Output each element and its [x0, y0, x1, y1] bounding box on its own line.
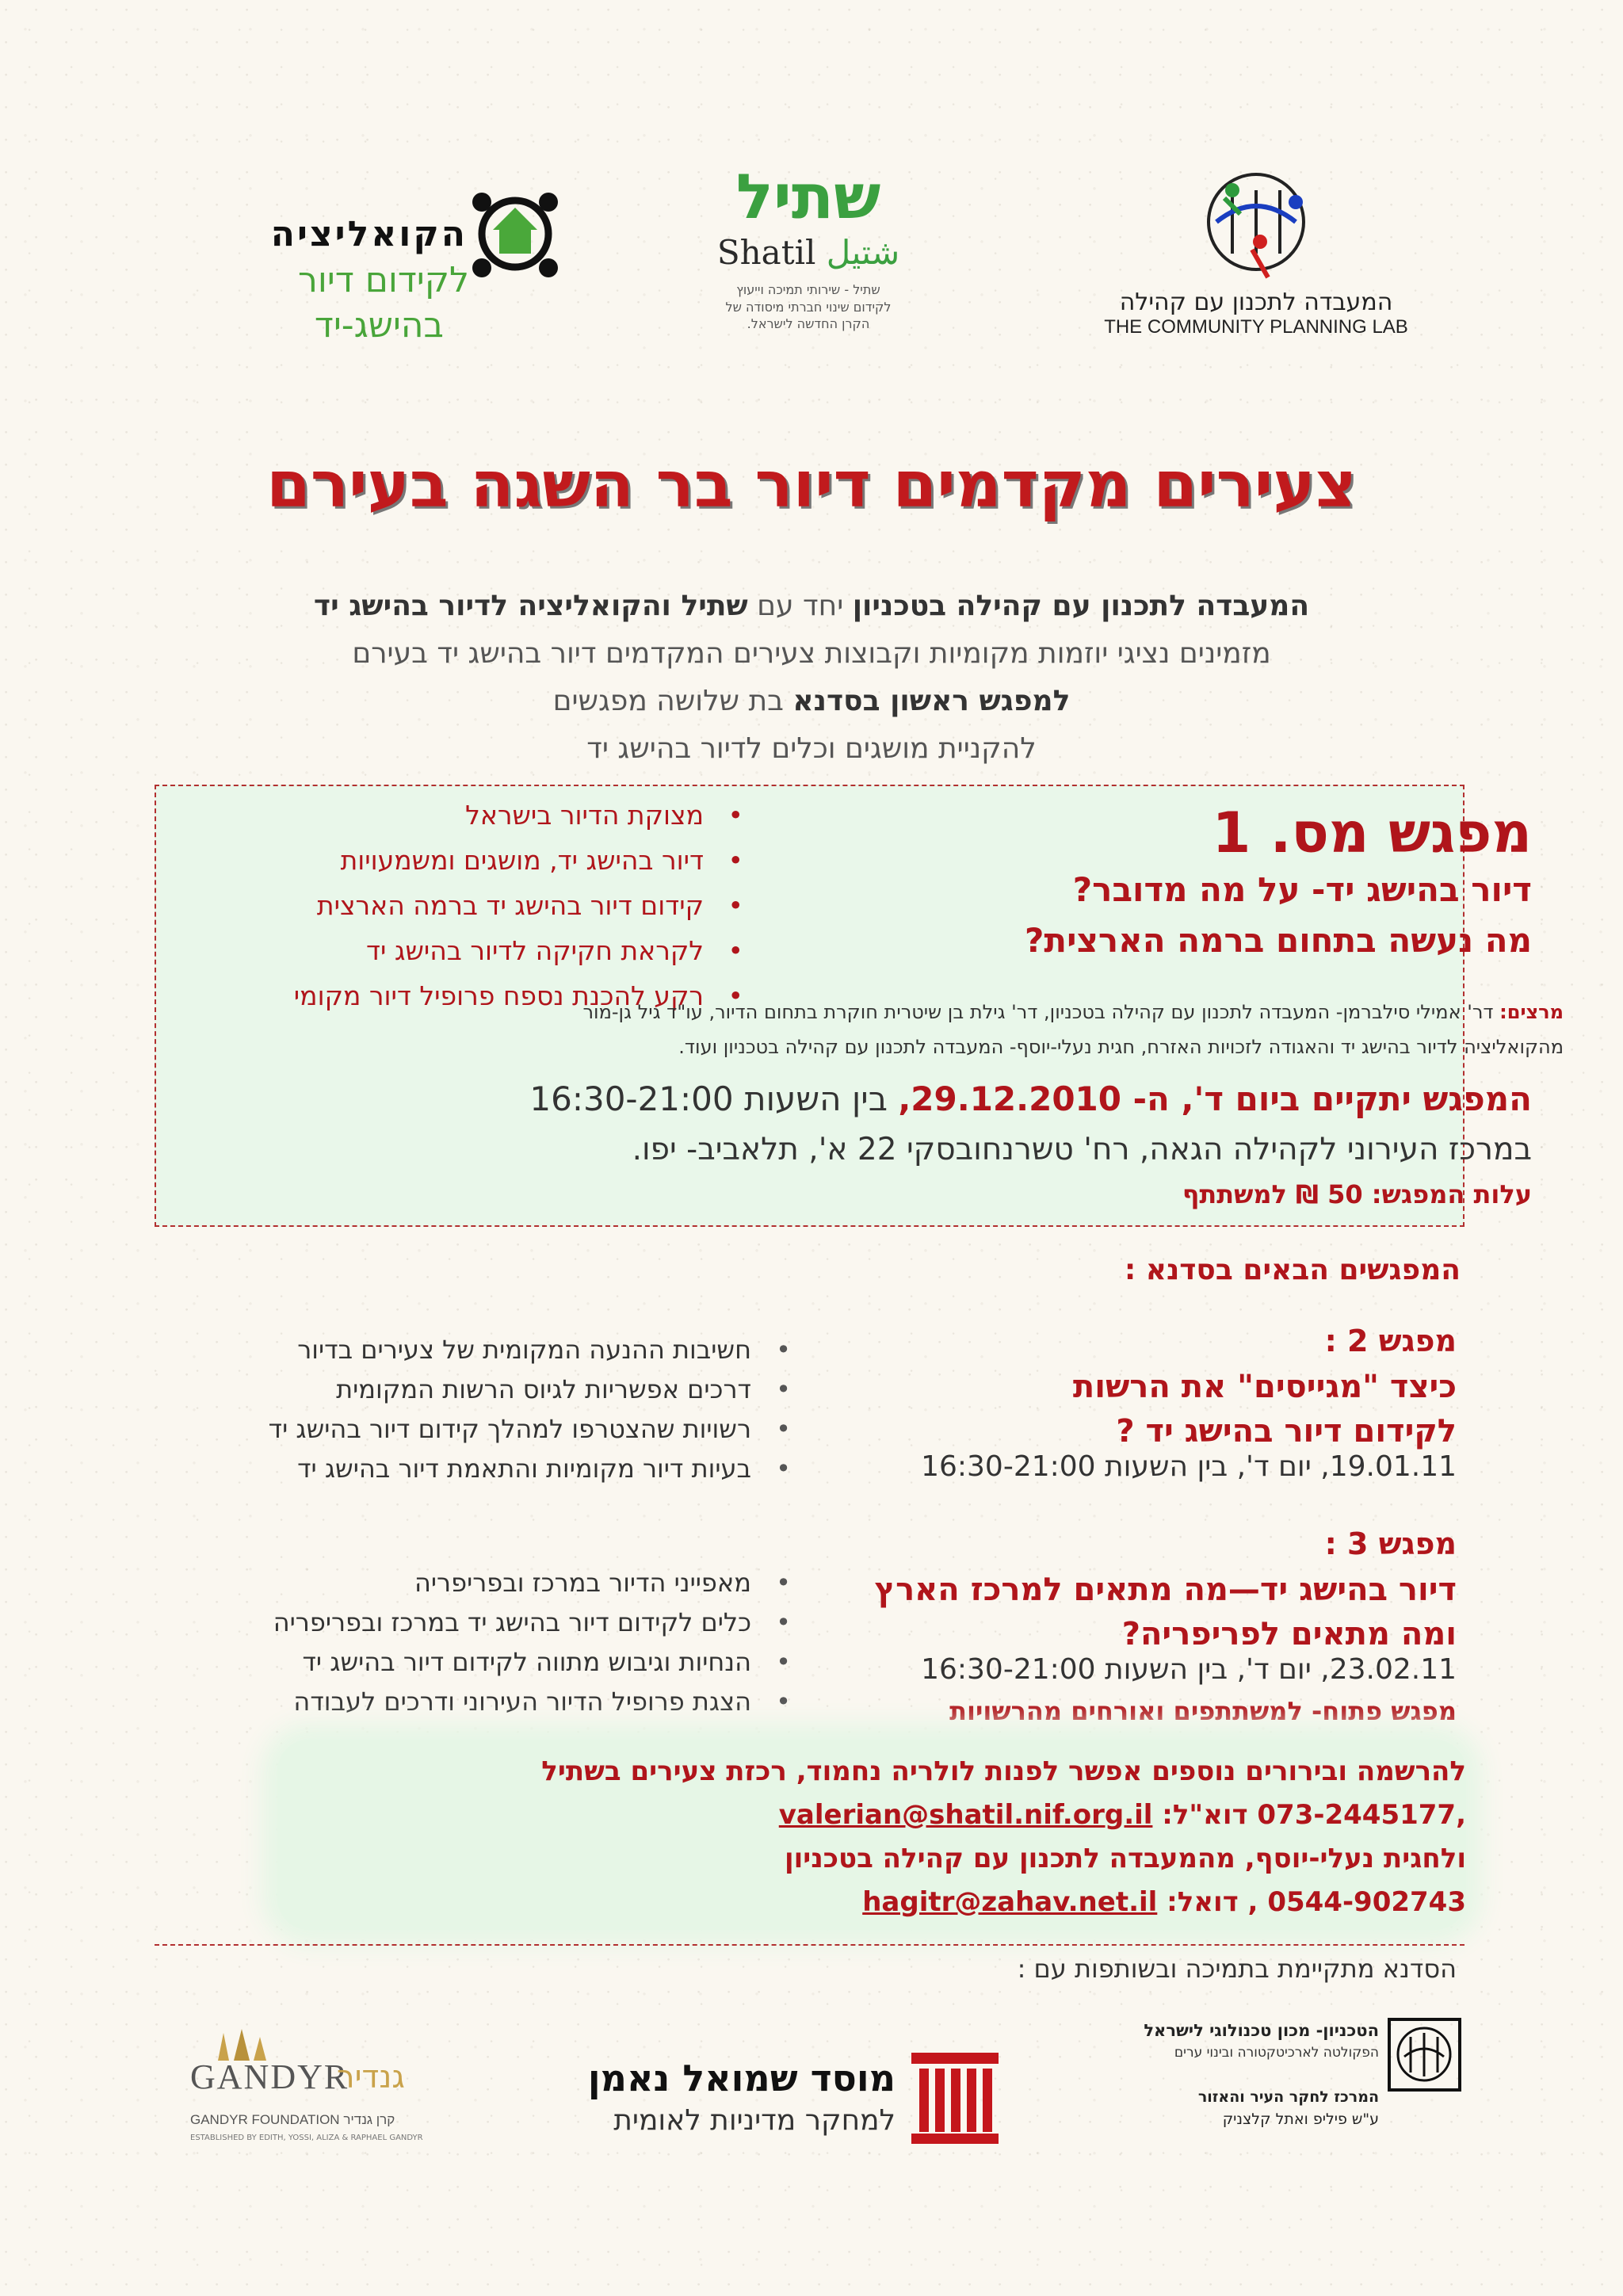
contact-email-2-link[interactable]: hagitr@zahav.net.il — [862, 1886, 1158, 1918]
gandyr-foundation-logo — [182, 2029, 436, 2156]
meeting-3-topics — [273, 1563, 791, 1721]
technion-line-3: המרכז לחקר העיר והאזור — [1197, 2088, 1379, 2106]
meeting-1-question-2: מה נעשה בתחום ברמה הארצית? — [1025, 921, 1532, 960]
meeting-3-datetime: 23.02.11, יום ד', בין השעות 16:30-21:00 — [921, 1653, 1457, 1686]
meeting-2-question: כיצד "מגייסים" את הרשות לקידום דיור בהישג יד ? — [1072, 1369, 1457, 1450]
page-title: צעירים מקדמים דיור בר השגה בעירם — [266, 448, 1357, 521]
gandyr-establishment-note: ESTABLISHED BY EDITH, YOSSI, ALIZA & RAPHAEL GANDYR — [190, 2134, 423, 2142]
coalition-subtitle-2: בהישג-יד — [314, 305, 444, 346]
gandyr-english-name: GANDYR — [190, 2057, 349, 2096]
list-item: • דרכים אפשריות לגיוס הרשות המקומית — [269, 1370, 791, 1409]
contact-line-4: 0544-902743 , דואל: hagitr@zahav.net.il — [862, 1886, 1466, 1918]
meeting-2-topics — [269, 1330, 791, 1488]
list-item: • הצגת פרופיל הדיור העירוני ודרכים לעבודה — [273, 1682, 791, 1721]
list-item: • רקע להכנת נספח פרופיל דיור מקומי — [294, 973, 743, 1018]
support-note: הסדנא מתקיימת בתמיכה ובשותפות עם : — [1017, 1954, 1457, 1984]
contact-email-1-link[interactable]: valerian@shatil.nif.org.il — [778, 1799, 1153, 1831]
list-item: • מצוקת הדיור בישראל — [294, 793, 743, 838]
meeting-1-topics — [294, 793, 743, 1018]
divider — [155, 1944, 1465, 1946]
technion-line-4: ע"ש פיליפ ואתל קלצניק — [1222, 2111, 1379, 2128]
intro-line-1: המעבדה לתכנון עם קהילה בטכניון יחד עם שתיל והקואליציה לדיור בהישג יד — [313, 590, 1310, 622]
gandyr-hebrew-name: גנדיר — [337, 2059, 405, 2095]
list-item: • רשויות שהצטרפו למהלך קידום דיור בהישג יד — [269, 1409, 791, 1449]
meeting-3-open-note: מפגש פתוח- למשתתפים ואורחים מהרשויות — [949, 1696, 1457, 1726]
list-item: • מאפייני הדיור במרכז ובפריפריה — [273, 1563, 791, 1603]
meeting-2-title: מפגש 2 : — [1324, 1324, 1457, 1358]
intro-paragraph — [158, 583, 1465, 773]
technion-line-2: הפקולטה לארכיטקטורה ובינוי ערים — [1174, 2045, 1379, 2061]
meeting-3-question: דיור בהישג יד—מה מתאים למרכז הארץ ומה מתאים לפריפריה? — [874, 1572, 1457, 1652]
meeting-1-title: מפגש מס. 1 — [1212, 800, 1532, 865]
list-item: • חשיבות ההנעה המקומית של צעירים בדיור — [269, 1330, 791, 1370]
contact-phone-2: 0544-902743 — [1267, 1886, 1466, 1918]
meeting-1-speakers: מרצים: דר' אמילי סילברמן- המעבדה לתכנון עם קהילה בטכניון, דר' גילת בן שיטרית חוקרת בתחום הדיור, עו"ד גיל גן-מור מהקואליציה לדיור בהישג יד והאגודה לזכויות האזרח, חגית נעלי-יוסף- המעבדה לתכנון עם קהילה בטכניון ועוד. — [582, 1001, 1564, 1058]
shatil-tagline: שתיל - שירותי תמיכה וייעוץ לקידום שינוי חברתי מיסודה של הקרן החדשה לישראל. — [725, 282, 892, 332]
community-planning-lab-icon — [1177, 166, 1335, 285]
coalition-title: הקואליציה — [270, 214, 468, 254]
neaman-institute-name: מוסד שמואל נאמן — [587, 2057, 896, 2099]
neaman-institute-subtitle: למחקר מדיניות לאומית — [613, 2104, 896, 2137]
gandyr-subtitle: GANDYR FOUNDATION קרן גנדיר — [190, 2112, 395, 2127]
shatil-english-wordmark: Shatil شتيل — [716, 233, 900, 272]
technion-faculty-logo — [1086, 2013, 1462, 2140]
intro-line-2: מזמינים נציגי יוזמות מקומיות וקבוצות צעירים המקדמים דיור בהישג יד בעירם — [352, 637, 1271, 670]
shatil-hebrew-wordmark: שתיל — [735, 162, 881, 233]
meeting-1-datetime: המפגש יתקיים ביום ד', ה- 29.12.2010, בין השעות 16:30-21:00 — [529, 1079, 1532, 1118]
meeting-3-title: מפגש 3 : — [1324, 1526, 1457, 1561]
cpl-english-name: THE COMMUNITY PLANNING LAB — [1104, 316, 1408, 338]
coalition-subtitle-1: לקידום דיור — [298, 260, 469, 300]
contact-phone-1: 073-2445177, — [1257, 1799, 1466, 1831]
community-planning-lab-logo — [1066, 166, 1446, 357]
meeting-2-datetime: 19.01.11, יום ד', בין השעות 16:30-21:00 — [921, 1450, 1457, 1483]
meeting-1-question-1: דיור בהישג יד- על מה מדובר? — [1072, 870, 1532, 909]
list-item: • קידום דיור בהישג יד ברמה הארצית — [294, 883, 743, 928]
list-item: • בעיות דיור מקומיות והתאמת דיור בהישג יד — [269, 1449, 791, 1488]
contact-line-1: להרשמה ובירורים נוספים אפשר לפנות לולריה נחמוד, רכזת צעירים בשתיל — [541, 1755, 1466, 1787]
house-circle-icon — [468, 182, 563, 281]
shatil-logo — [705, 162, 911, 357]
list-item: • דיור בהישג יד, מושגים ומשמעויות — [294, 838, 743, 883]
columns-icon — [911, 2053, 999, 2144]
contact-box — [277, 1740, 1466, 1930]
technion-emblem-icon — [1387, 2017, 1462, 2092]
contact-line-2: 073-2445177, דוא"ל: valerian@shatil.nif.org.il — [778, 1799, 1466, 1831]
list-item: • הנחיות וגיבוש מתווה לקידום דיור בהישג יד — [273, 1642, 791, 1682]
intro-line-4: להקניית מושגים וכלים לדיור בהישג יד — [586, 732, 1037, 765]
contact-line-3: ולחגית נעלי-יוסף, מהמעבדה לתכנון עם קהילה בטכניון — [784, 1843, 1466, 1874]
list-item: • לקראת חקיקה לדיור בהישג יד — [294, 928, 743, 973]
meeting-1-location: במרכז העירוני לקהילה הגאה, רח' טשרנחובסקי 22 א', תלאביב- יפו. — [632, 1132, 1532, 1167]
neaman-institute-logo — [586, 2053, 1014, 2148]
technion-line-1: הטכניון- מכון טכנולוגי לישראל — [1144, 2021, 1379, 2040]
next-meetings-heading: המפגשים הבאים בסדנא : — [1124, 1254, 1461, 1286]
coalition-logo — [182, 174, 563, 345]
trees-icon — [206, 2029, 277, 2061]
list-item: • כלים לקידום דיור בהישג יד במרכז ובפריפריה — [273, 1603, 791, 1642]
meeting-1-cost: עלות המפגש: 50 ₪ למשתתף — [1182, 1179, 1532, 1209]
intro-line-3: למפגש ראשון בסדנא בת שלושה מפגשים — [552, 685, 1071, 717]
cpl-hebrew-name: המעבדה לתכנון עם קהילה — [1119, 288, 1393, 316]
